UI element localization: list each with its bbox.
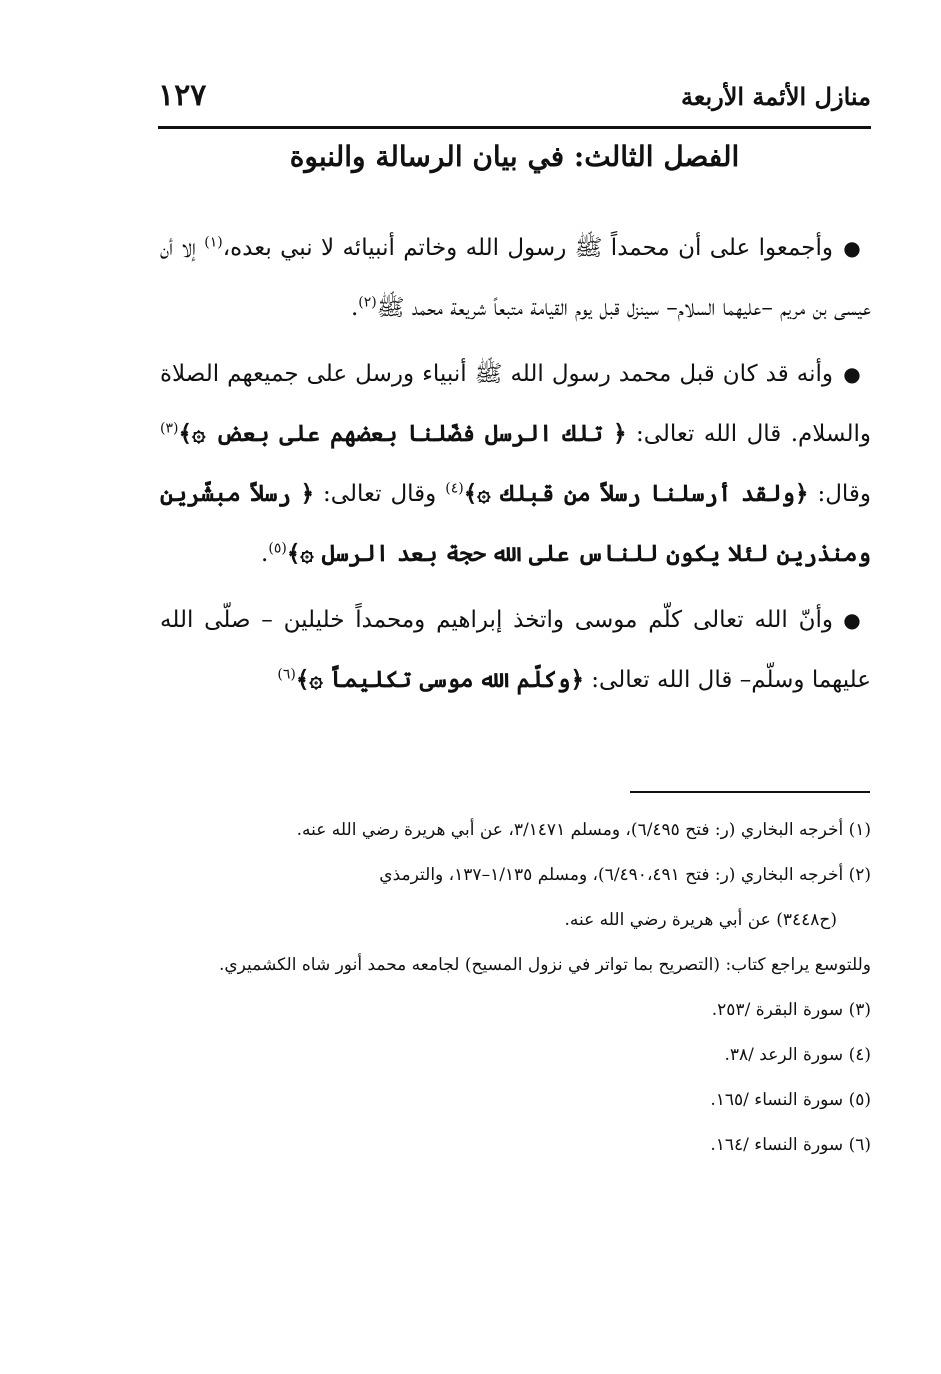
footnote-ref: (٢) <box>358 294 377 311</box>
footnote-ref: (١) <box>204 234 223 251</box>
quran-verse: ﴿ تلك الرسل فضّلنا بعضهم على بعض ۞﴾ <box>178 420 627 447</box>
bullet-icon: ● <box>843 362 861 386</box>
footnote-ref: (٤) <box>445 480 464 497</box>
quran-verse: ﴿ولقد أرسلنا رسلاً من قبلك ۞﴾ <box>463 480 809 507</box>
footnote-5: (٥) سورة النساء /١٦٥. <box>710 1090 871 1110</box>
quran-verse: ﴿وكلّم الله موسى تكليماً ۞﴾ <box>295 666 584 693</box>
footnote-2-note: وللتوسع يراجع كتاب: (التصريح بما تواتر في نزول المسيح) لجامعه محمد أنور شاه الكشميري. <box>218 955 871 975</box>
paragraph-text: إلا أن عيسى بن مريم –عليهما السلام– سينزل قبل يوم القيامة متبعاً شريعة محمد ﷺ <box>160 235 871 321</box>
paragraph-text: وأنه قد كان قبل محمد رسول الله ﷺ أنبياء ورسل على جميعهم الصلاة والسلام. قال الله تعالى: <box>160 361 871 447</box>
footnote-6: (٦) سورة النساء /١٦٤. <box>710 1135 871 1155</box>
chapter-title: الفصل الثالث: في بيان الرسالة والنبوة <box>289 140 740 173</box>
quran-verse: ﴿ رسلاً مبشّرين ومنذرين لئلا يكون للناس على الله حجة بعد الرسل ۞﴾ <box>160 480 871 567</box>
running-head <box>158 76 871 122</box>
bullet-icon: ● <box>843 608 861 632</box>
footnote-3: (٣) سورة البقرة /٢٥٣. <box>711 1000 871 1020</box>
footnotes <box>160 808 871 1168</box>
paragraph-text: . <box>350 295 359 321</box>
footnote-ref: (٦) <box>277 666 296 683</box>
page-number: ١٢٧ <box>158 78 207 113</box>
footnote-2: (٢) أخرجه البخاري (ر: فتح ٦/٤٩٠،٤٩١)، ومسلم ١/١٣٥–١٣٧، والترمذي <box>379 865 871 885</box>
running-head-title: منازل الأئمة الأربعة <box>681 82 871 111</box>
footnote-separator <box>630 791 870 793</box>
footnote-4: (٤) سورة الرعد /٣٨. <box>724 1045 871 1065</box>
header-rule <box>158 126 871 129</box>
bullet-icon: ● <box>843 236 861 260</box>
paragraph-text: وأنّ الله تعالى كلّم موسى واتخذ إبراهيم ومحمداً خليلين – صلّى الله عليهما وسلّم– قال الله تعالى: <box>160 607 871 693</box>
footnote-ref: (٥) <box>268 540 287 557</box>
paragraph-2 <box>160 344 871 584</box>
paragraph-text: وقال تعالى: <box>314 481 446 507</box>
main-text <box>160 218 871 716</box>
footnote-ref: (٣) <box>160 420 179 437</box>
paragraph-text: . <box>261 541 269 567</box>
paragraph-text: وقال: <box>808 481 872 507</box>
paragraph-1 <box>160 218 871 338</box>
footnote-2-continuation: (ح٣٤٤٨) عن أبي هريرة رضي الله عنه. <box>564 910 837 930</box>
paragraph-text: وأجمعوا على أن محمداً ﷺ رسول الله وخاتم أنبيائه لا نبي بعده، <box>222 235 833 261</box>
paragraph-3 <box>160 590 871 710</box>
footnote-1: (١) أخرجه البخاري (ر: فتح ٦/٤٩٥)، ومسلم ٣/١٤٧١، عن أبي هريرة رضي الله عنه. <box>296 820 871 840</box>
